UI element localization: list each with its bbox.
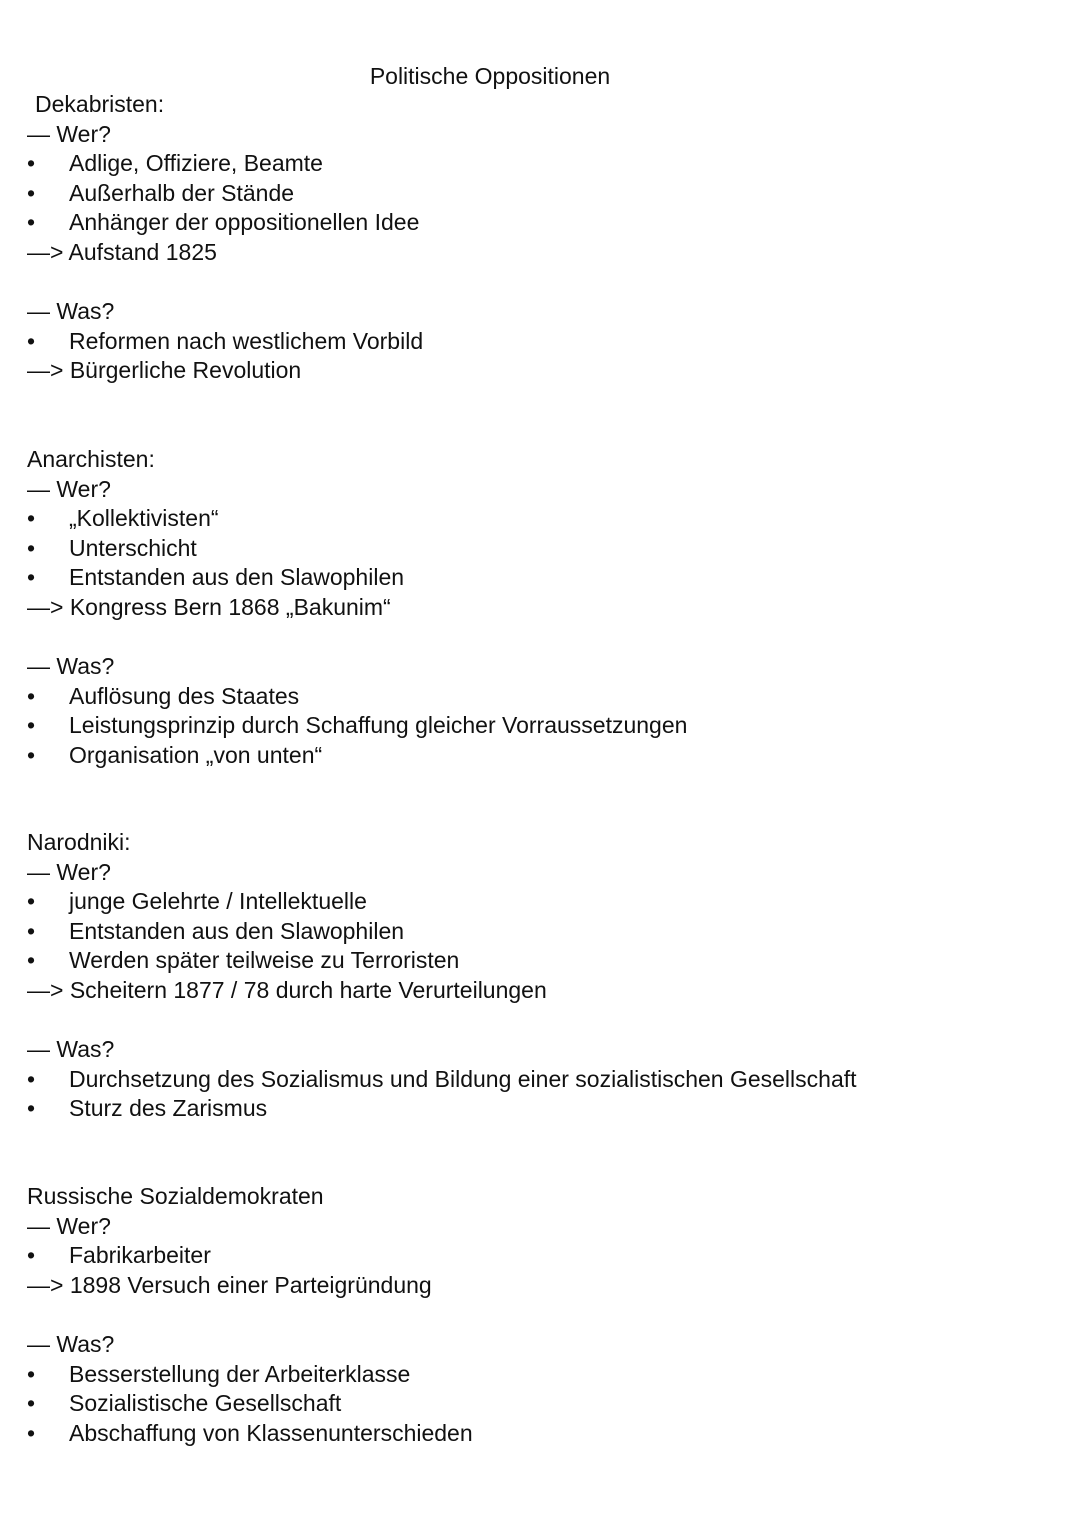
bullet-icon: • [27,917,36,944]
bullet-icon: • [27,1390,36,1417]
list-item: • Entstanden aus den Slawophilen [27,563,1047,593]
section-anarchisten [27,445,1047,771]
list-item: • Werden später teilweise zu Terroristen [27,946,1047,976]
list-item: • Adlige, Offiziere, Beamte [27,149,1047,179]
list-item: • „Kollektivisten“ [27,504,1047,534]
list-item: • Sozialistische Gesellschaft [27,1389,1047,1419]
who-result: —> 1898 Versuch einer Parteigründung [27,1271,432,1298]
bullet-icon: • [27,179,36,206]
list-item: • Abschaffung von Klassenunterschieden [27,1419,1047,1449]
what-result: —> Bürgerliche Revolution [27,357,302,384]
bullet-icon: • [27,1242,36,1269]
page-title: Politische Oppositionen [369,63,611,89]
bullet-icon: • [27,682,36,709]
who-result: —> Kongress Bern 1868 „Bakunim“ [27,593,391,620]
bullet-icon: • [27,534,36,561]
list-item: • Reformen nach westlichem Vorbild [27,327,1047,357]
section-heading: Dekabristen: [35,91,165,117]
list-item: • Organisation „von unten“ [27,741,1047,771]
section-dekabristen [27,90,1047,386]
section-heading: Anarchisten: [27,446,155,472]
bullet-icon: • [27,947,36,974]
bullet-icon: • [27,505,36,532]
bullet-icon: • [27,741,36,768]
who-result: —> Aufstand 1825 [27,238,217,265]
bullet-icon: • [27,150,36,177]
bullet-icon: • [27,327,36,354]
bullet-icon: • [27,1360,36,1387]
section-sozialdemokraten [27,1182,1047,1448]
who-label: — Wer? [27,858,111,885]
who-label: — Wer? [27,1212,111,1239]
section-heading: Russische Sozialdemokraten [27,1183,324,1209]
who-label: — Wer? [27,120,111,147]
bullet-icon: • [27,1095,36,1122]
what-label: — Was? [27,298,115,325]
what-label: — Was? [27,653,115,680]
list-item: • Außerhalb der Stände [27,179,1047,209]
list-item: • Durchsetzung des Sozialismus und Bildung einer sozialistischen Gesellschaft [27,1065,1047,1095]
bullet-icon: • [27,888,36,915]
bullet-icon: • [27,564,36,591]
what-label: — Was? [27,1330,115,1357]
list-item: • Auflösung des Staates [27,682,1047,712]
list-item: • Leistungsprinzip durch Schaffung gleicher Vorraussetzungen [27,711,1047,741]
list-item: • Entstanden aus den Slawophilen [27,917,1047,947]
section-heading: Narodniki: [27,829,131,855]
bullet-icon: • [27,1065,36,1092]
bullet-icon: • [27,1419,36,1446]
who-result: —> Scheitern 1877 / 78 durch harte Verurteilungen [27,976,547,1003]
list-item: • Fabrikarbeiter [27,1241,1047,1271]
list-item: • Besserstellung der Arbeiterklasse [27,1360,1047,1390]
bullet-icon: • [27,209,36,236]
who-label: — Wer? [27,475,111,502]
list-item: • Sturz des Zarismus [27,1094,1047,1124]
what-label: — Was? [27,1036,115,1063]
bullet-icon: • [27,712,36,739]
section-narodniki [27,828,1047,1124]
list-item: • junge Gelehrte / Intellektuelle [27,887,1047,917]
list-item: • Unterschicht [27,534,1047,564]
list-item: • Anhänger der oppositionellen Idee [27,208,1047,238]
